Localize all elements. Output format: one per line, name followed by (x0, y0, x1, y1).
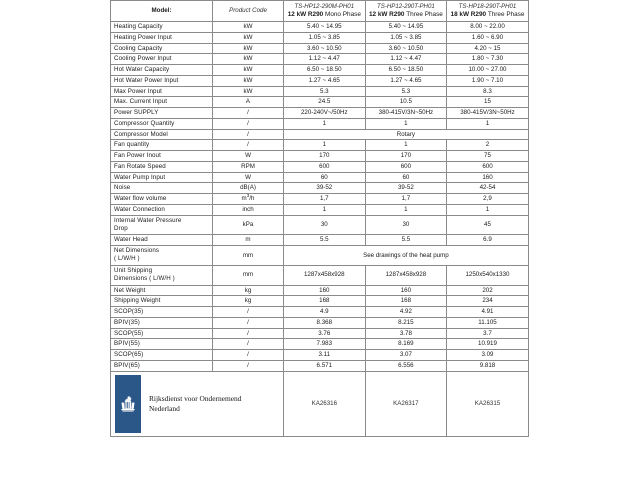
product-code-value: TS-HP18-290T-PH01 (458, 3, 517, 10)
row-value-col1: 1287x458x928 (284, 265, 366, 285)
table-row (111, 97, 529, 108)
table-row (111, 235, 529, 246)
row-value-col2: 380-415V/3N~50Hz (365, 108, 447, 119)
table-header-row (111, 1, 529, 22)
row-value-col3: 75 (447, 151, 529, 162)
row-value-col1: 8.368 (284, 317, 366, 328)
row-value-col3: 42-54 (447, 183, 529, 194)
table-row (111, 285, 529, 296)
row-value-col2: 3.78 (365, 328, 447, 339)
product-name-bold: 12 kW R290 (287, 11, 324, 19)
table-row (111, 22, 529, 33)
row-label (111, 246, 213, 266)
product-name-rest: Mono Phase (325, 11, 361, 19)
header-product-column-1 (284, 1, 366, 22)
row-value-col1: 220-240V~/50Hz (284, 108, 366, 119)
row-label: Compressor Quantity (111, 118, 213, 129)
row-value-col3: 8.3 (447, 86, 529, 97)
row-value-col3: 160 (447, 172, 529, 183)
table-row (111, 108, 529, 119)
row-unit: kW (213, 43, 284, 54)
row-value-col1: 3.76 (284, 328, 366, 339)
row-label: Water Head (111, 235, 213, 246)
table-viewport (110, 0, 640, 480)
row-value-col3: 1.90 ~ 7.10 (447, 75, 529, 86)
product-name-rest: Three Phase (487, 11, 525, 19)
row-value-col2: 1 (365, 118, 447, 129)
rvo-logo-text (141, 394, 241, 414)
row-label-line1: Net Dimensions (114, 247, 160, 255)
row-value-col3: 45 (447, 215, 529, 235)
row-value-col2: 1287x458x928 (365, 265, 447, 285)
row-value-col3: 2 (447, 140, 529, 151)
row-value-col3: 2,9 (447, 194, 529, 205)
row-unit: / (213, 350, 284, 361)
product-code-value: TS-HP12-290T-PH01 (377, 3, 435, 10)
row-unit: A (213, 97, 284, 108)
row-label: Shipping Weight (111, 296, 213, 307)
row-value-col3: 1.60 ~ 6.90 (447, 32, 529, 43)
row-label: Max Power Input (111, 86, 213, 97)
table-row (111, 140, 529, 151)
row-value-col1: 60 (284, 172, 366, 183)
table-row (111, 194, 529, 205)
row-unit: / (213, 317, 284, 328)
row-label: Hot Water Power Input (111, 75, 213, 86)
row-value-col3: 6.9 (447, 235, 529, 246)
table-row (111, 328, 529, 339)
table-row (111, 183, 529, 194)
row-value-col2: 8.169 (365, 339, 447, 350)
product-name-value (287, 11, 362, 19)
row-unit: / (213, 108, 284, 119)
row-value-col2: 160 (365, 285, 447, 296)
row-label: Heating Power Input (111, 32, 213, 43)
certification-footer-row (111, 371, 529, 436)
row-value-col1: 1 (284, 118, 366, 129)
row-unit: dB(A) (213, 183, 284, 194)
table-row (111, 32, 529, 43)
row-label: BPIV(65) (111, 360, 213, 371)
row-label: SCOP(35) (111, 307, 213, 318)
product-name-bold: 12 kW R290 (368, 11, 405, 19)
row-value-col1: 24.5 (284, 97, 366, 108)
row-unit: kW (213, 54, 284, 65)
row-unit: / (213, 129, 284, 140)
product-name-rest: Three Phase (406, 11, 443, 19)
row-value-col1: 170 (284, 151, 366, 162)
table-row (111, 75, 529, 86)
row-unit: RPM (213, 161, 284, 172)
row-value-col3: 1250x540x1330 (447, 265, 529, 285)
row-value-col1: 1,7 (284, 194, 366, 205)
row-value-col3: 1 (447, 204, 529, 215)
header-product-code-label: Product Code (213, 1, 284, 22)
row-value-col3: 3.7 (447, 328, 529, 339)
table-row (111, 339, 529, 350)
row-value-col2: 170 (365, 151, 447, 162)
row-unit: mm (213, 265, 284, 285)
dutch-coat-of-arms-icon (115, 375, 141, 433)
row-label: Heating Capacity (111, 22, 213, 33)
row-value-col1: 1 (284, 140, 366, 151)
row-value-col1: 39-52 (284, 183, 366, 194)
table-row (111, 360, 529, 371)
row-value-col3: 4.20 ~ 15 (447, 43, 529, 54)
row-value-col1: 30 (284, 215, 366, 235)
table-row (111, 86, 529, 97)
table-row (111, 265, 529, 285)
row-unit: kPa (213, 215, 284, 235)
table-row (111, 350, 529, 361)
row-label: Compressor Model (111, 129, 213, 140)
row-value-col3: 15 (447, 97, 529, 108)
row-value-col2: 1 (365, 204, 447, 215)
table-row (111, 307, 529, 318)
row-value-col3: 1 (447, 118, 529, 129)
row-value-col2: 39-52 (365, 183, 447, 194)
row-value-col1: 3.60 ~ 10.50 (284, 43, 366, 54)
row-value-col1: 4.9 (284, 307, 366, 318)
row-value-col1: 5.3 (284, 86, 366, 97)
row-value-col1: 6.50 ~ 18.50 (284, 65, 366, 76)
row-unit: kg (213, 285, 284, 296)
row-unit: kW (213, 75, 284, 86)
row-value-col2: 1.12 ~ 4.47 (365, 54, 447, 65)
row-value-col3: 600 (447, 161, 529, 172)
table-row (111, 151, 529, 162)
row-value-col2: 5.40 ~ 14.95 (365, 22, 447, 33)
row-value-col1: 6.571 (284, 360, 366, 371)
table-row (111, 161, 529, 172)
table-row (111, 204, 529, 215)
certificate-number-col3: KA26315 (447, 371, 529, 436)
table-row (111, 317, 529, 328)
rvo-logo-text-line2: Nederland (149, 403, 180, 413)
row-label: Max. Current Input (111, 97, 213, 108)
row-value-col1: 5.40 ~ 14.95 (284, 22, 366, 33)
row-value-col3: 380-415V/3N~50Hz (447, 108, 529, 119)
row-label: Fan quantity (111, 140, 213, 151)
row-unit: $m^3/h$ (213, 194, 284, 205)
table-row (111, 296, 529, 307)
row-value-col2: 30 (365, 215, 447, 235)
row-label: BPIV(35) (111, 317, 213, 328)
row-value-col2: 3.07 (365, 350, 447, 361)
row-value-col2: 5.5 (365, 235, 447, 246)
row-unit: / (213, 307, 284, 318)
table-row (111, 43, 529, 54)
rvo-logo (114, 373, 280, 435)
row-label: Cooling Power Input (111, 54, 213, 65)
row-value-col2: 6.50 ~ 18.50 (365, 65, 447, 76)
row-label-line1: Unit Shipping (114, 266, 153, 274)
row-value-col1: 3.11 (284, 350, 366, 361)
row-value-col2: 60 (365, 172, 447, 183)
header-model-label: Model: (111, 1, 213, 22)
row-label-line2: Dimensions ( L/W/H ) (114, 275, 175, 283)
row-unit: / (213, 118, 284, 129)
row-unit: kW (213, 86, 284, 97)
row-label: Water Pump Input (111, 172, 213, 183)
table-row (111, 246, 529, 266)
product-name-value (450, 11, 525, 19)
rvo-logo-cell (111, 371, 284, 436)
certificate-number-col1: KA26316 (284, 371, 366, 436)
row-unit: inch (213, 204, 284, 215)
row-label: Water Connection (111, 204, 213, 215)
row-value-col1: 1.12 ~ 4.47 (284, 54, 366, 65)
product-code-value: TS-HP12-290M-PH01 (294, 3, 355, 10)
row-label: SCOP(55) (111, 328, 213, 339)
rvo-logo-text-line1: Rijksdienst voor Ondernemend (149, 393, 242, 403)
table-row (111, 129, 529, 140)
row-value-col1: 160 (284, 285, 366, 296)
row-unit: kW (213, 32, 284, 43)
row-unit: mm (213, 246, 284, 266)
product-name-bold: 18 kW R290 (450, 11, 487, 19)
row-unit: kW (213, 22, 284, 33)
header-product-column-3 (447, 1, 529, 22)
row-label-line1: Internal Water Pressure (114, 216, 182, 224)
row-label: BPIV(55) (111, 339, 213, 350)
row-label (111, 215, 213, 235)
row-label-line2: ( L/W/H ) (114, 255, 140, 263)
row-value-col2: 1.05 ~ 3.85 (365, 32, 447, 43)
row-value-col3: 10.00 ~ 27.00 (447, 65, 529, 76)
row-value-col2: 4.92 (365, 307, 447, 318)
row-value-col3: 4.91 (447, 307, 529, 318)
row-label: SCOP(65) (111, 350, 213, 361)
row-unit: / (213, 360, 284, 371)
row-value-col1: 1.05 ~ 3.85 (284, 32, 366, 43)
table-row (111, 172, 529, 183)
product-name-value (369, 11, 444, 19)
row-unit: W (213, 172, 284, 183)
row-label: Power SUPPLY (111, 108, 213, 119)
row-value-col2: 1.27 ~ 4.65 (365, 75, 447, 86)
row-value-col2: 1,7 (365, 194, 447, 205)
row-value-col3: 1.80 ~ 7.30 (447, 54, 529, 65)
row-label: Cooling Capacity (111, 43, 213, 54)
row-value-col2: 600 (365, 161, 447, 172)
row-label: Fan Power Inout (111, 151, 213, 162)
row-value-col2: 1 (365, 140, 447, 151)
row-unit: / (213, 140, 284, 151)
row-value-col2: 3.60 ~ 10.50 (365, 43, 447, 54)
row-label: Noise (111, 183, 213, 194)
row-value-merged: See drawings of the heat pump (284, 246, 529, 266)
row-value-col3: 234 (447, 296, 529, 307)
row-unit: m (213, 235, 284, 246)
header-product-column-2 (365, 1, 447, 22)
table-row (111, 65, 529, 76)
row-unit: W (213, 151, 284, 162)
row-value-col2: 6.556 (365, 360, 447, 371)
row-unit: / (213, 328, 284, 339)
row-value-col3: 202 (447, 285, 529, 296)
table-row (111, 215, 529, 235)
row-value-col1: 168 (284, 296, 366, 307)
row-value-col2: 5.3 (365, 86, 447, 97)
row-value-col2: 168 (365, 296, 447, 307)
row-value-col3: 8.00 ~ 22.00 (447, 22, 529, 33)
row-label (111, 265, 213, 285)
table-row (111, 54, 529, 65)
row-label: Fan Rotate Speed (111, 161, 213, 172)
row-unit: kg (213, 296, 284, 307)
row-value-col3: 9.818 (447, 360, 529, 371)
row-label: Water flow volume (111, 194, 213, 205)
row-value-merged: Rotary (284, 129, 529, 140)
row-value-col2: 10.5 (365, 97, 447, 108)
row-label: Hot Water Capacity (111, 65, 213, 76)
row-value-col3: 11.105 (447, 317, 529, 328)
table-row (111, 118, 529, 129)
row-value-col3: 10.919 (447, 339, 529, 350)
certificate-number-col2: KA26317 (365, 371, 447, 436)
row-value-col1: 1.27 ~ 4.65 (284, 75, 366, 86)
row-unit: / (213, 339, 284, 350)
row-label-line2: Drop (114, 224, 128, 232)
row-label: Net Weight (111, 285, 213, 296)
row-value-col1: 600 (284, 161, 366, 172)
row-value-col2: 8.215 (365, 317, 447, 328)
row-value-col1: 7.983 (284, 339, 366, 350)
row-unit: kW (213, 65, 284, 76)
row-value-col3: 3.09 (447, 350, 529, 361)
row-value-col1: 5.5 (284, 235, 366, 246)
row-value-col1: 1 (284, 204, 366, 215)
heat-pump-specification-table (110, 0, 529, 437)
